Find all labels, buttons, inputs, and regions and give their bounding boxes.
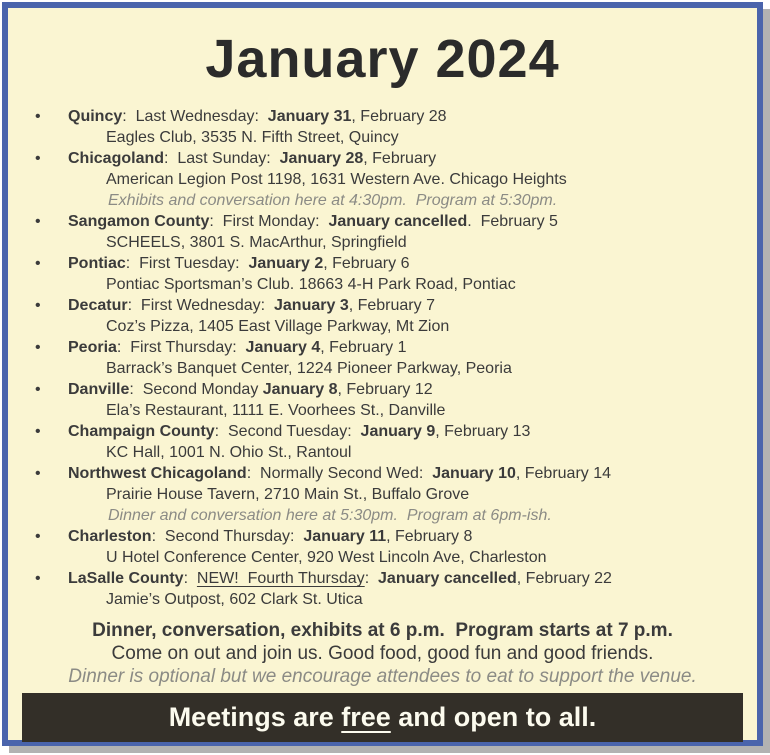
meeting-heading (68, 253, 757, 274)
footer-schedule-line: Dinner, conversation, exhibits at 6 p.m. Program starts at 7 p.m. (92, 620, 673, 641)
meeting-venue: American Legion Post 1198, 1631 Western Ave. Chicago Heights (106, 171, 567, 188)
meeting-item (8, 568, 757, 610)
meeting-heading-segment: Peoria (68, 339, 117, 356)
meeting-heading-segment: : (183, 570, 197, 587)
meeting-item (8, 463, 757, 526)
bullet-point: • (35, 150, 41, 167)
meeting-heading-segment: : Normally Second Wed: (246, 465, 433, 482)
meeting-note: Exhibits and conversation here at 4:30pm. Program at 5:30pm. (108, 192, 558, 209)
meeting-heading (68, 211, 757, 232)
meeting-venue: Coz’s Pizza, 1405 East Village Parkway, Mt Zion (106, 318, 450, 335)
meeting-heading-segment: Champaign County (68, 423, 215, 440)
meeting-heading (68, 148, 757, 169)
meeting-venue: U Hotel Conference Center, 920 West Lincoln Ave, Charleston (106, 549, 547, 566)
meeting-heading-segment: Northwest Chicagoland (68, 465, 247, 482)
meeting-heading-segment: , February 1 (320, 339, 407, 356)
meeting-heading (68, 106, 757, 127)
meeting-heading-segment: , February 6 (323, 255, 410, 272)
footer-banner (22, 693, 743, 742)
meeting-list (8, 106, 757, 610)
bullet-point: • (35, 297, 41, 314)
bullet-point: • (35, 570, 41, 587)
meeting-heading-segment: January 11 (303, 528, 387, 545)
meeting-venue: Pontiac Sportsman’s Club. 18663 4-H Park Road, Pontiac (106, 276, 516, 293)
meeting-heading-segment: : Second Tuesday: (214, 423, 361, 440)
bullet-point: • (35, 381, 41, 398)
meeting-heading (68, 568, 757, 589)
meeting-heading-segment: January 8 (262, 381, 338, 398)
meeting-heading-segment: , February 14 (515, 465, 612, 482)
meeting-item (8, 295, 757, 337)
bullet-point: • (35, 339, 41, 356)
meeting-heading-segment: . February 5 (467, 213, 558, 230)
meeting-heading-segment: Chicagoland (68, 150, 165, 167)
meeting-venue: Barrack’s Banquet Center, 1224 Pioneer Parkway, Peoria (106, 360, 512, 377)
meeting-heading-segment: Sangamon County (68, 213, 210, 230)
meeting-heading-segment: Charleston (68, 528, 152, 545)
meeting-heading-segment: , February (363, 150, 437, 167)
meeting-item (8, 148, 757, 211)
meeting-heading (68, 337, 757, 358)
footer-invite-line: Come on out and join us. Good food, good fun and good friends. (111, 643, 654, 664)
meeting-heading-segment: : First Monday: (209, 213, 329, 230)
banner-text-underlined: free (341, 702, 391, 732)
meeting-note: Dinner and conversation here at 5:30pm. Program at 6pm-ish. (108, 507, 552, 524)
meeting-heading-segment: January 10 (432, 465, 516, 482)
meeting-heading-segment: : Last Sunday: (164, 150, 280, 167)
meeting-heading-segment: NEW! Fourth Thursday (196, 570, 365, 587)
meeting-heading-segment: Decatur (68, 297, 128, 314)
meeting-heading-segment: Pontiac (68, 255, 126, 272)
meeting-item (8, 211, 757, 253)
bullet-point: • (35, 108, 41, 125)
meeting-heading-segment: , February 13 (435, 423, 531, 440)
meeting-heading-segment: Quincy (68, 108, 123, 125)
meeting-heading (68, 526, 757, 547)
meeting-heading (68, 379, 757, 400)
footer-text-block (8, 619, 757, 688)
meeting-item (8, 526, 757, 568)
bullet-point: • (35, 423, 41, 440)
meeting-heading-segment: : Second Thursday: (151, 528, 304, 545)
meeting-item (8, 379, 757, 421)
meeting-venue: Eagles Club, 3535 N. Fifth Street, Quincy (106, 129, 399, 146)
meeting-heading-segment: January cancelled (378, 570, 517, 587)
bullet-point: • (35, 255, 41, 272)
meeting-heading-segment: , February 12 (337, 381, 433, 398)
meeting-venue: Ela’s Restaurant, 1111 E. Voorhees St., Danville (106, 402, 446, 419)
meeting-item (8, 337, 757, 379)
meeting-venue: Prairie House Tavern, 2710 Main St., Buffalo Grove (106, 486, 470, 503)
meeting-venue: SCHEELS, 3801 S. MacArthur, Springfield (106, 234, 407, 251)
meeting-item (8, 421, 757, 463)
meeting-heading-segment: : First Wednesday: (127, 297, 274, 314)
footer-dinner-note: Dinner is optional but we encourage attendees to eat to support the venue. (68, 666, 697, 687)
meeting-heading-segment: , February 22 (516, 570, 612, 587)
meeting-heading (68, 421, 757, 442)
meeting-heading-segment: : Last Wednesday: (122, 108, 268, 125)
bullet-point: • (35, 528, 41, 545)
meeting-heading-segment: , February 7 (348, 297, 435, 314)
meeting-item (8, 106, 757, 148)
meeting-venue: Jamie’s Outpost, 602 Clark St. Utica (106, 591, 363, 608)
meeting-heading (68, 463, 757, 484)
meeting-venue: KC Hall, 1001 N. Ohio St., Rantoul (106, 444, 352, 461)
meeting-item (8, 253, 757, 295)
page-title: January 2024 (205, 29, 560, 89)
meeting-heading-segment: : (364, 570, 379, 587)
meeting-heading-segment: January 9 (360, 423, 436, 440)
meeting-heading-segment: January 31 (267, 108, 352, 125)
meeting-heading-segment: January 4 (245, 339, 321, 356)
meeting-heading-segment: LaSalle County (68, 570, 184, 587)
meeting-heading-segment: January 2 (248, 255, 324, 272)
meeting-heading (68, 295, 757, 316)
meeting-heading-segment: , February 8 (386, 528, 473, 545)
meeting-heading-segment: : First Tuesday: (125, 255, 249, 272)
meeting-heading-segment: : Second Monday (129, 381, 263, 398)
meeting-heading-segment: January 3 (274, 297, 349, 314)
bullet-point: • (35, 465, 41, 482)
banner-text-post: and open to all. (390, 702, 597, 732)
bullet-point: • (35, 213, 41, 230)
flyer-page (2, 2, 763, 746)
meeting-heading-segment: , February 28 (351, 108, 447, 125)
meeting-heading-segment: Danville (68, 381, 130, 398)
meeting-heading-segment: January cancelled (328, 213, 468, 230)
banner-text-pre: Meetings are (168, 702, 342, 732)
meeting-heading-segment: January 28 (279, 150, 364, 167)
meeting-heading-segment: : First Thursday: (116, 339, 246, 356)
